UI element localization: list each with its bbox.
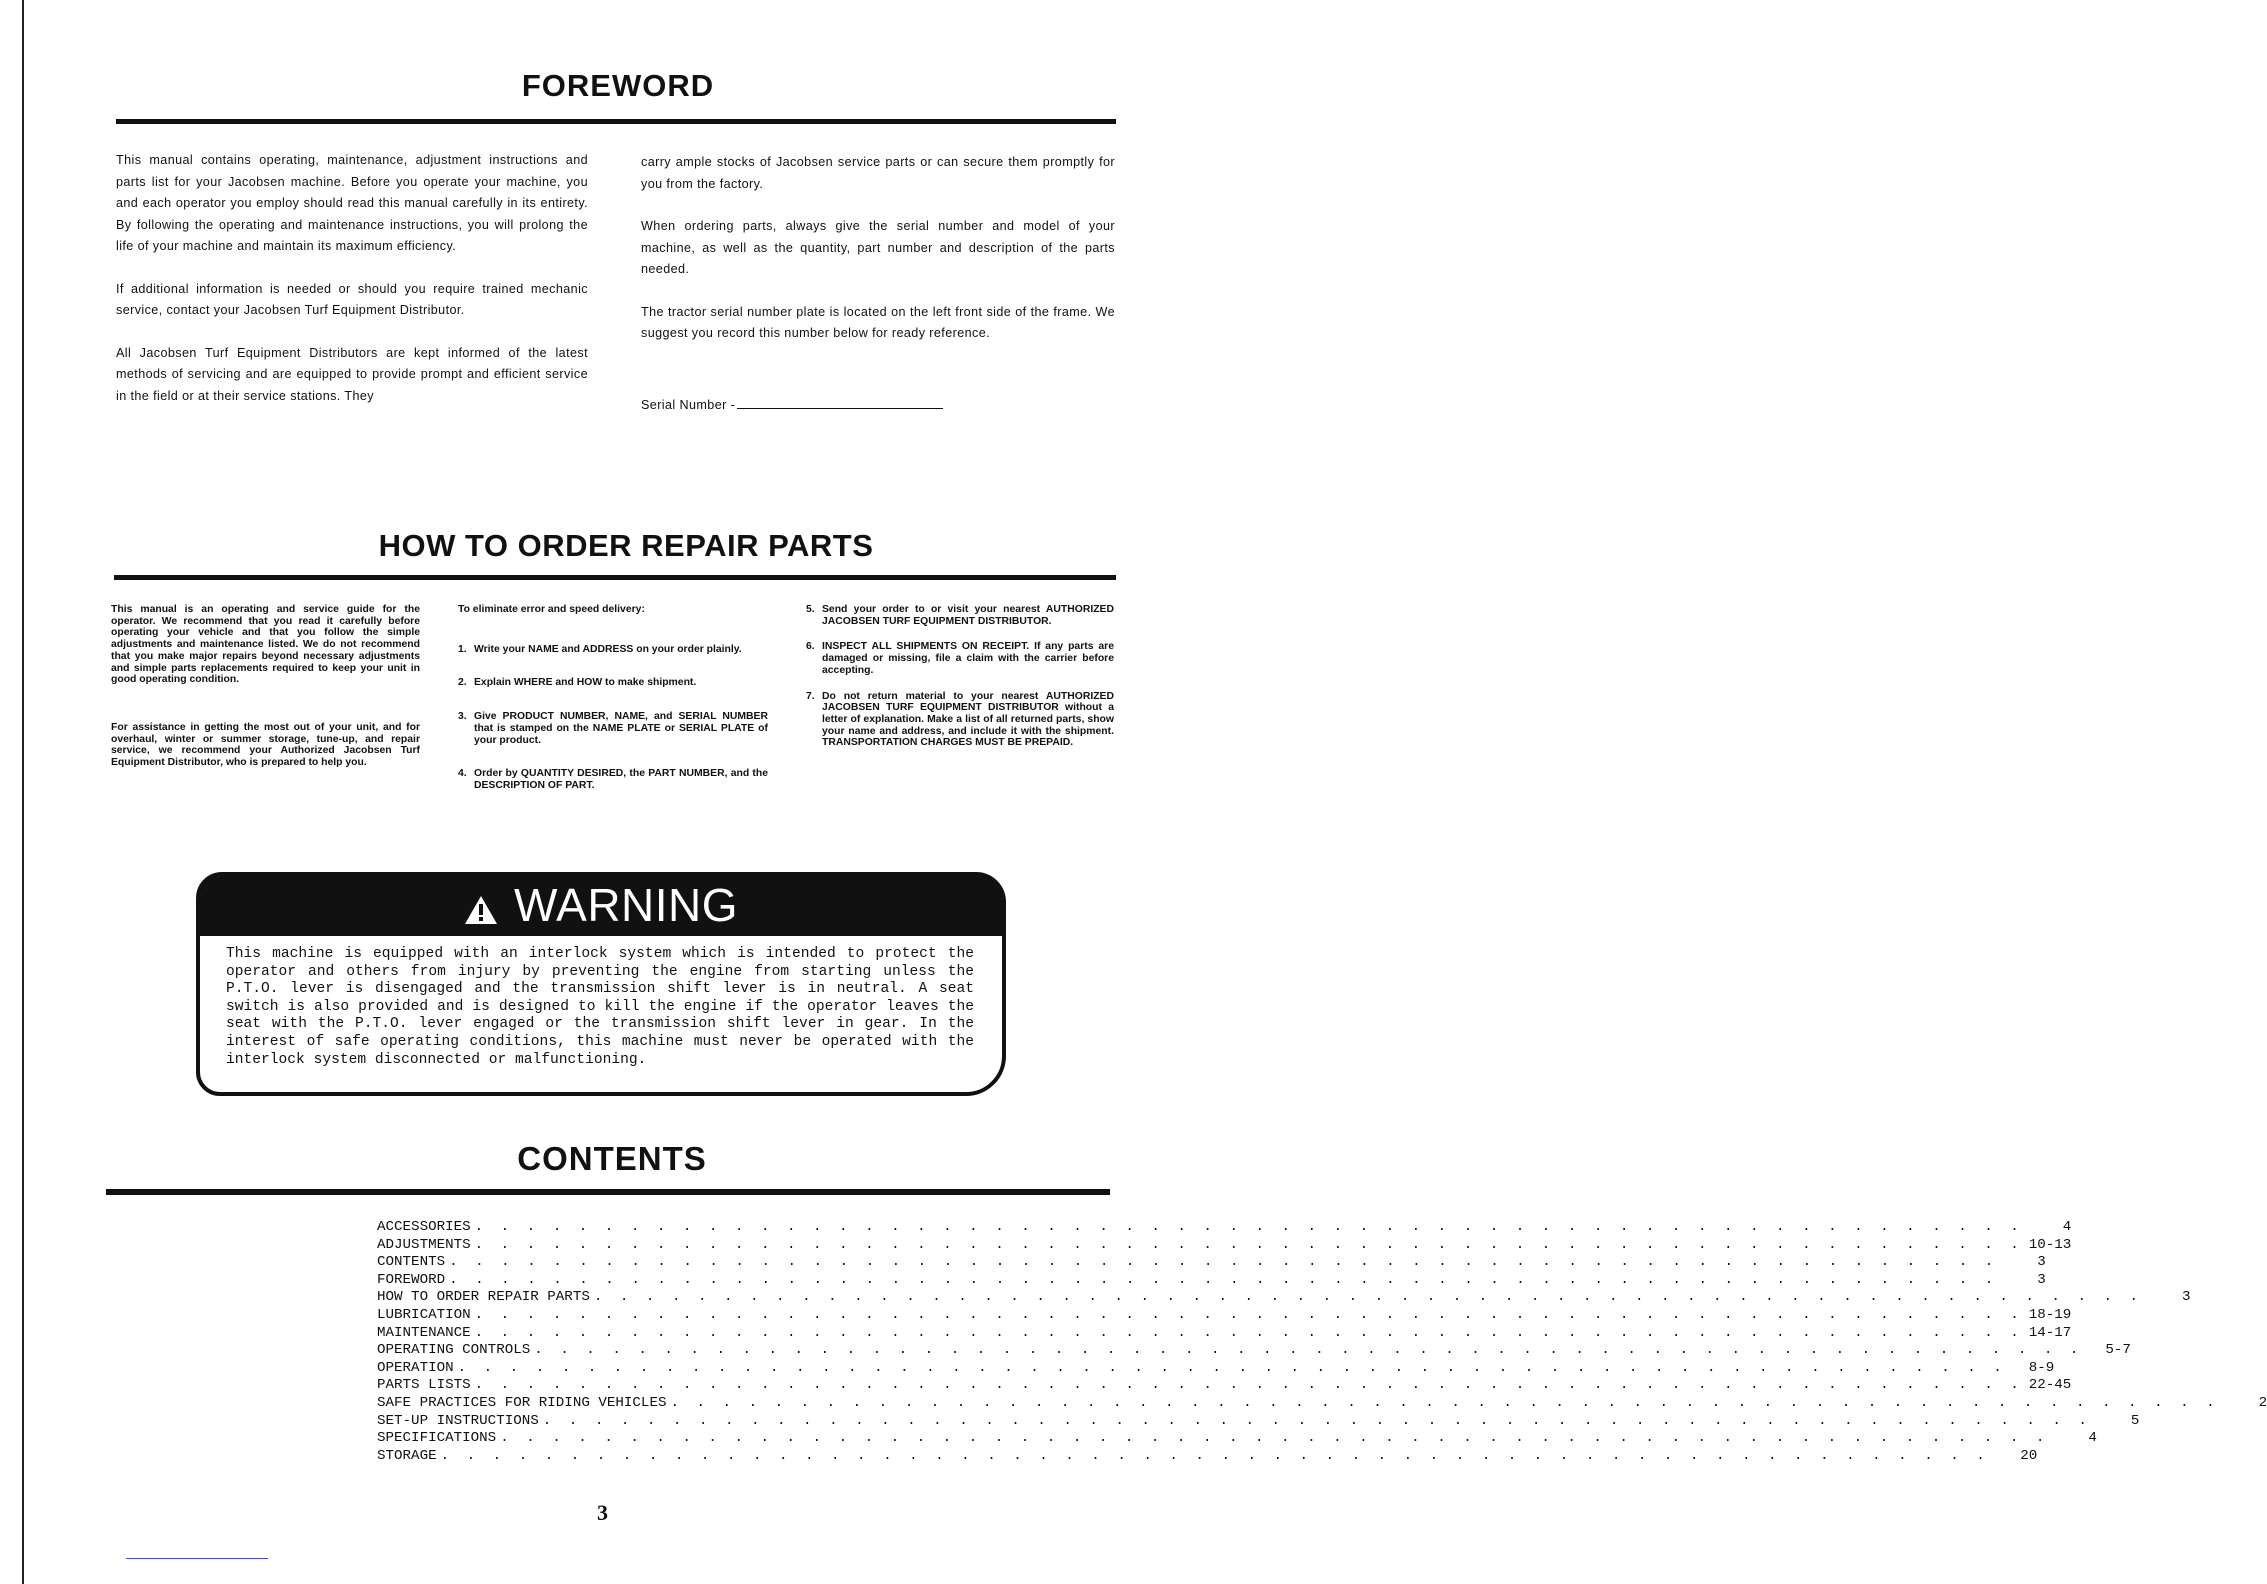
toc-entry[interactable] xyxy=(377,1430,2097,1448)
order-parts-paragraph: This manual is an operating and service guide for the operator. We recommend that you read it carefully before operating your vehicle and that you follow the simple adjustments and maintenance listed. We do not recommend that you make major repairs beyond necessary adjustments and simple parts replacements required to keep your unit in good operating condition. xyxy=(111,604,420,686)
order-step-number: 2. xyxy=(458,677,467,689)
contents-title: CONTENTS xyxy=(517,1140,707,1177)
toc-entry[interactable] xyxy=(377,1289,2191,1307)
order-step xyxy=(806,691,1114,750)
order-parts-title: HOW TO ORDER REPAIR PARTS xyxy=(378,528,874,563)
toc-entry[interactable] xyxy=(377,1324,2072,1343)
toc-leader-dots: . . . . . . . . . . . . . . . . . . . . . . . . . . . . . . . . . . . . . . . . . . . . . . . . . . . . . . . . . . . . xyxy=(670,1394,2220,1411)
toc-leader-dots: . . . . . . . . . . . . . . . . . . . . . . . . . . . . . . . . . . . . . . . . . . . . . . . . . . . . . . . . . . . . xyxy=(534,1342,2083,1359)
toc-label: OPERATION xyxy=(377,1359,454,1376)
toc-page: 20 xyxy=(2020,1447,2038,1464)
toc-page: 2 xyxy=(2258,1394,2267,1411)
toc-entry[interactable] xyxy=(377,1377,2072,1395)
order-parts-intro: To eliminate error and speed delivery: xyxy=(458,604,645,615)
serial-number-label: Serial Number - xyxy=(641,397,736,412)
order-step-number: 4. xyxy=(458,768,467,780)
toc-entry[interactable] xyxy=(377,1342,2131,1360)
toc-leader-dots: . . . . . . . . . . . . . . . . . . . . . . . . . . . . . . . . . . . . . . . . . . . . . . . . . . . . . . . . . . . . xyxy=(542,1412,2092,1429)
serial-number-blank[interactable] xyxy=(737,396,943,409)
warning-triangle-icon xyxy=(464,882,498,936)
toc-leader-dots: . . . . . . . . . . . . . . . . . . . . . . . . . . . . . . . . . . . . . . . . . . . . . . . . . . . . . . . . . . . . xyxy=(474,1236,2024,1253)
toc-label: LUBRICATION xyxy=(377,1306,471,1323)
order-step-number: 6. xyxy=(806,641,815,653)
order-step-text: Order by QUANTITY DESIRED, the PART NUMBER, and the DESCRIPTION OF PART. xyxy=(474,768,768,791)
table-of-contents xyxy=(377,1219,2267,1465)
toc-leader-dots: . . . . . . . . . . . . . . . . . . . . . . . . . . . . . . . . . . . . . . . . . . . . . . . . . . . . . . . . . . . . xyxy=(449,1254,1998,1271)
foreword-paragraph: The tractor serial number plate is located on the left front side of the frame. We suggest you record this number below for ready reference. xyxy=(641,304,1115,340)
order-step xyxy=(806,604,1114,627)
toc-label: HOW TO ORDER REPAIR PARTS xyxy=(377,1289,590,1306)
toc-label: FOREWORD xyxy=(377,1271,446,1288)
toc-leader-dots: . . . . . . . . . . . . . . . . . . . . . . . . . . . . . . . . . . . . . . . . . . . . . . . . . . . . . . . . . . . . xyxy=(474,1219,2024,1235)
foreword-paragraph: If additional information is needed or should you require trained mechanic service, contact your Jacobsen Turf Equipment Distributor. xyxy=(116,281,588,317)
warning-header xyxy=(200,878,1002,936)
order-step-text: INSPECT ALL SHIPMENTS ON RECEIPT. If any parts are damaged or missing, file a claim with the carrier before accepting. xyxy=(822,641,1114,676)
toc-entry[interactable] xyxy=(377,1236,2072,1255)
toc-entry[interactable] xyxy=(377,1394,2267,1413)
order-step-text: Write your NAME and ADDRESS on your order plainly. xyxy=(474,643,742,655)
toc-leader-dots: . . . . . . . . . . . . . . . . . . . . . . . . . . . . . . . . . . . . . . . . . . . . . . . . . . . . . . . . . . . . xyxy=(500,1430,2049,1447)
foreword-left-column xyxy=(116,150,588,428)
toc-leader-dots: . . . . . . . . . . . . . . . . . . . . . . . . . . . . . . . . . . . . . . . . . . . . . . . . . . . . . . . . . . . . xyxy=(440,1447,1990,1464)
toc-label: SPECIFICATIONS xyxy=(377,1430,497,1447)
toc-page: 8-9 xyxy=(2028,1359,2055,1376)
toc-page: 4 xyxy=(2088,1430,2097,1447)
toc-entry[interactable] xyxy=(377,1271,2046,1290)
order-step-text: Send your order to or visit your nearest AUTHORIZED JACOBSEN TURF EQUIPMENT DISTRIBUTOR. xyxy=(822,604,1114,627)
toc-leader-dots: . . . . . . . . . . . . . . . . . . . . . . . . . . . . . . . . . . . . . . . . . . . . . . . . . . . . . . . . . . . . xyxy=(474,1306,2024,1323)
order-step-number: 7. xyxy=(806,690,815,702)
toc-leader-dots: . . . . . . . . . . . . . . . . . . . . . . . . . . . . . . . . . . . . . . . . . . . . . . . . . . . . . . . . . . . . xyxy=(593,1289,2143,1306)
toc-label: SAFE PRACTICES FOR RIDING VEHICLES xyxy=(377,1394,667,1411)
order-step-number: 1. xyxy=(458,643,467,655)
order-step xyxy=(458,644,768,656)
order-step-number: 3. xyxy=(458,711,467,723)
toc-leader-dots: . . . . . . . . . . . . . . . . . . . . . . . . . . . . . . . . . . . . . . . . . . . . . . . . . . . . . . . . . . . . xyxy=(457,1359,2007,1376)
toc-entry[interactable] xyxy=(377,1254,2046,1272)
bottom-mark-line xyxy=(126,1558,268,1559)
order-step-text: Give PRODUCT NUMBER, NAME, and SERIAL NUMBER that is stamped on the NAME PLATE or SERIAL PLATE of your product. xyxy=(474,711,768,746)
toc-label: ACCESSORIES xyxy=(377,1219,471,1235)
toc-label: OPERATING CONTROLS xyxy=(377,1342,531,1359)
toc-page: 14-17 xyxy=(2028,1324,2072,1341)
toc-page: 18-19 xyxy=(2028,1306,2072,1323)
toc-label: STORAGE xyxy=(377,1447,437,1464)
toc-page: 4 xyxy=(2062,1219,2072,1235)
toc-page: 10-13 xyxy=(2028,1236,2072,1253)
page-number: 3 xyxy=(597,1500,608,1525)
order-parts-left-column xyxy=(111,604,420,769)
warning-text: This machine is equipped with an interlock system which is intended to protect the operator and others from injury by preventing the engine from starting unless the P.T.O. lever is disengaged and the transmission shift lever is in neutral. A seat switch is also provided and is designed to kill the engine if the operator leaves the seat with the P.T.O. lever engaged or the transmission shift lever in gear. In the interest of safe operating conditions, this machine must never be operated with the interlock system disconnected or malfunctioning. xyxy=(226,946,974,1068)
toc-page: 3 xyxy=(2182,1289,2191,1306)
foreword-paragraph: This manual contains operating, maintenance, adjustment instructions and parts list for your Jacobsen machine. Before you operate your machine, you and each operator you employ should read this manual carefully in its entirety. By following the operating and maintenance instructions, you will prolong the life of your machine and maintain its maximum efficiency. xyxy=(116,153,588,253)
foreword-paragraph: All Jacobsen Turf Equipment Distributors are kept informed of the latest methods of servicing and are equipped to provide prompt and efficient service in the field or at their service stations. They xyxy=(116,345,588,403)
order-step xyxy=(458,677,768,689)
order-parts-right-column xyxy=(806,604,1114,763)
toc-leader-dots: . . . . . . . . . . . . . . . . . . . . . . . . . . . . . . . . . . . . . . . . . . . . . . . . . . . . . . . . . . . . xyxy=(449,1271,1998,1288)
toc-label: PARTS LISTS xyxy=(377,1377,471,1394)
toc-label: MAINTENANCE xyxy=(377,1324,471,1341)
order-parts-rule xyxy=(114,575,1116,580)
order-parts-middle-column xyxy=(458,604,768,810)
order-step xyxy=(458,711,768,746)
order-step xyxy=(806,641,1114,676)
toc-leader-dots: . . . . . . . . . . . . . . . . . . . . . . . . . . . . . . . . . . . . . . . . . . . . . . . . . . . . . . . . . . . . xyxy=(474,1324,2024,1341)
toc-entry[interactable] xyxy=(377,1447,2038,1466)
serial-number-row xyxy=(641,395,1115,417)
toc-page: 3 xyxy=(2037,1254,2046,1271)
foreword-paragraph: carry ample stocks of Jacobsen service parts or can secure them promptly for you from the factory. xyxy=(641,155,1115,191)
warning-label: WARNING xyxy=(513,879,739,931)
foreword-paragraph: When ordering parts, always give the serial number and model of your machine, as well as the quantity, part number and description of the parts needed. xyxy=(641,219,1115,276)
toc-page: 3 xyxy=(2037,1271,2046,1288)
order-step-text: Explain WHERE and HOW to make shipment. xyxy=(474,677,697,689)
order-step-text: Do not return material to your nearest AUTHORIZED JACOBSEN TURF EQUIPMENT DISTRIBUTOR without a letter of explanation. Make a list of all returned parts, show your name and address, and include it with the shipment. TRANSPORTATION CHARGES MUST BE PREPAID. xyxy=(822,690,1114,749)
contents-rule xyxy=(106,1189,1110,1195)
toc-entry[interactable] xyxy=(377,1306,2072,1325)
scan-edge-line xyxy=(22,0,24,1584)
foreword-rule xyxy=(116,119,1116,124)
toc-leader-dots: . . . . . . . . . . . . . . . . . . . . . . . . . . . . . . . . . . . . . . . . . . . . . . . . . . . . . . . . . . . . xyxy=(474,1377,2024,1394)
toc-page: 22-45 xyxy=(2028,1377,2072,1394)
foreword-title: FOREWORD xyxy=(521,68,715,103)
toc-entry[interactable] xyxy=(377,1359,2055,1378)
toc-entry[interactable] xyxy=(377,1219,2072,1237)
warning-box xyxy=(196,872,1006,1096)
toc-page: 5-7 xyxy=(2105,1342,2131,1359)
toc-entry[interactable] xyxy=(377,1412,2140,1431)
toc-page: 5 xyxy=(2130,1412,2140,1429)
toc-label: SET-UP INSTRUCTIONS xyxy=(377,1412,539,1429)
order-parts-paragraph: For assistance in getting the most out of your unit, and for overhaul, winter or summer storage, tune-up, and repair service, we recommend your Authorized Jacobsen Turf Equipment Distributor, who is prepared to help you. xyxy=(111,721,420,769)
order-step-number: 5. xyxy=(806,604,815,615)
toc-label: ADJUSTMENTS xyxy=(377,1236,471,1253)
order-step xyxy=(458,768,768,791)
foreword-right-column xyxy=(641,152,1115,416)
toc-label: CONTENTS xyxy=(377,1254,446,1271)
